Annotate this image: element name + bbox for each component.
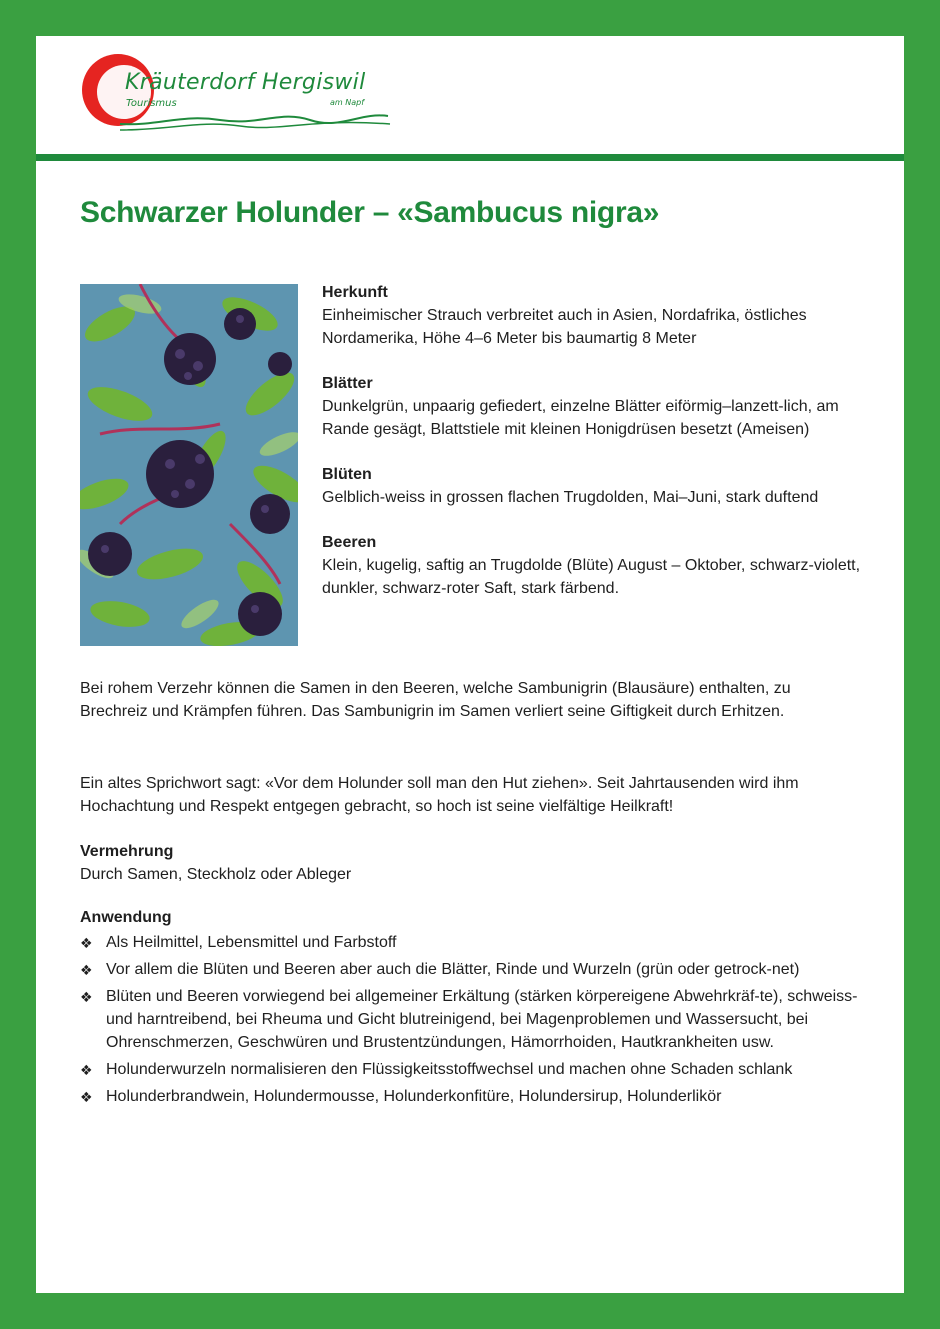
list-item: ❖ Blüten und Beeren vorwiegend bei allgemeiner Erkältung (stärken körpereigene Abwehrkräf-te), schweiss- und harntreibend, bei Rheuma und Gicht blutreinigend, bei Magenproblemen und Wassersucht, bei Ohrenschmerzen, Geschwüren und Brustentzündungen, Hämorrhoiden, Hautkrankheiten usw. <box>80 988 858 1051</box>
section-body: Dunkelgrün, unpaarig gefiedert, einzelne Blätter eiförmig–lanzett-lich, am Rande gesägt, Blattstiele mit kleinen Honigdrüsen besetzt (Ameisen) <box>322 398 839 438</box>
section-heading: Blätter <box>322 375 373 392</box>
proverb-paragraph: Ein altes Sprichwort sagt: «Vor dem Holunder soll man den Hut ziehen». Seit Jahrtausenden wird ihm Hochachtung und Respekt entgegen gebracht, so hoch ist seine vielfältige Heilkraft! <box>80 775 799 815</box>
section-heading: Beeren <box>322 534 377 551</box>
section-body: Gelblich-weiss in grossen flachen Trugdolden, Mai–Juni, stark duftend <box>322 489 819 506</box>
plant-facts <box>322 281 862 622</box>
section-blaetter <box>322 372 862 441</box>
section-herkunft <box>322 281 862 350</box>
diamond-bullet-icon: ❖ <box>80 935 93 951</box>
section-body: Klein, kugelig, saftig an Trugdolde (Blüte) August – Oktober, schwarz-violett, dunkler, schwarz-roter Saft, stark färbend. <box>322 557 861 597</box>
diamond-bullet-icon: ❖ <box>80 1062 93 1078</box>
elderberry-photo <box>80 284 298 646</box>
warning-paragraph: Bei rohem Verzehr können die Samen in den Beeren, welche Sambunigrin (Blausäure) enthalten, zu Brechreiz und Krämpfen führen. Das Sambunigrin im Samen verliert seine Giftigkeit durch Erhitzen. <box>80 680 791 720</box>
flyer-page <box>36 36 904 1293</box>
section-heading: Herkunft <box>322 284 388 301</box>
propagation-body: Durch Samen, Steckholz oder Ableger <box>80 866 352 883</box>
header <box>36 36 904 154</box>
list-item: ❖ Holunderbrandwein, Holundermousse, Holunderkonfitüre, Holundersirup, Holunderlikör <box>80 1085 860 1108</box>
diamond-bullet-icon: ❖ <box>80 989 93 1005</box>
application-list <box>80 931 860 1108</box>
propagation-block <box>80 840 860 886</box>
application-block <box>80 906 860 1112</box>
page-title: Schwarzer Holunder – «Sambucus nigra» <box>80 196 660 229</box>
section-body: Einheimischer Strauch verbreitet auch in Asien, Nordafrika, östliches Nordamerika, Höhe 4–6 Meter bis baumartig 8 Meter <box>322 307 807 347</box>
logo[interactable] <box>80 54 400 134</box>
diamond-bullet-icon: ❖ <box>80 1089 93 1105</box>
propagation-heading: Vermehrung <box>80 843 174 860</box>
section-blueten <box>322 463 862 509</box>
list-item: ❖ Als Heilmittel, Lebensmittel und Farbstoff <box>80 931 860 954</box>
header-divider <box>36 154 904 161</box>
section-heading: Blüten <box>322 466 372 483</box>
application-heading: Anwendung <box>80 909 172 926</box>
list-item: ❖ Vor allem die Blüten und Beeren aber auch die Blätter, Rinde und Wurzeln (grün oder getrock-net) <box>80 958 860 981</box>
diamond-bullet-icon: ❖ <box>80 962 93 978</box>
logo-location: am Napf <box>330 98 365 107</box>
elderberry-image-icon <box>80 284 298 646</box>
list-item: ❖ Holunderwurzeln normalisieren den Flüssigkeitsstoffwechsel und machen ohne Schaden schlank <box>80 1058 860 1081</box>
logo-subtitle: Tourismus <box>126 98 177 109</box>
section-beeren <box>322 531 862 600</box>
logo-title: Kräuterdorf Hergiswil <box>125 70 366 95</box>
